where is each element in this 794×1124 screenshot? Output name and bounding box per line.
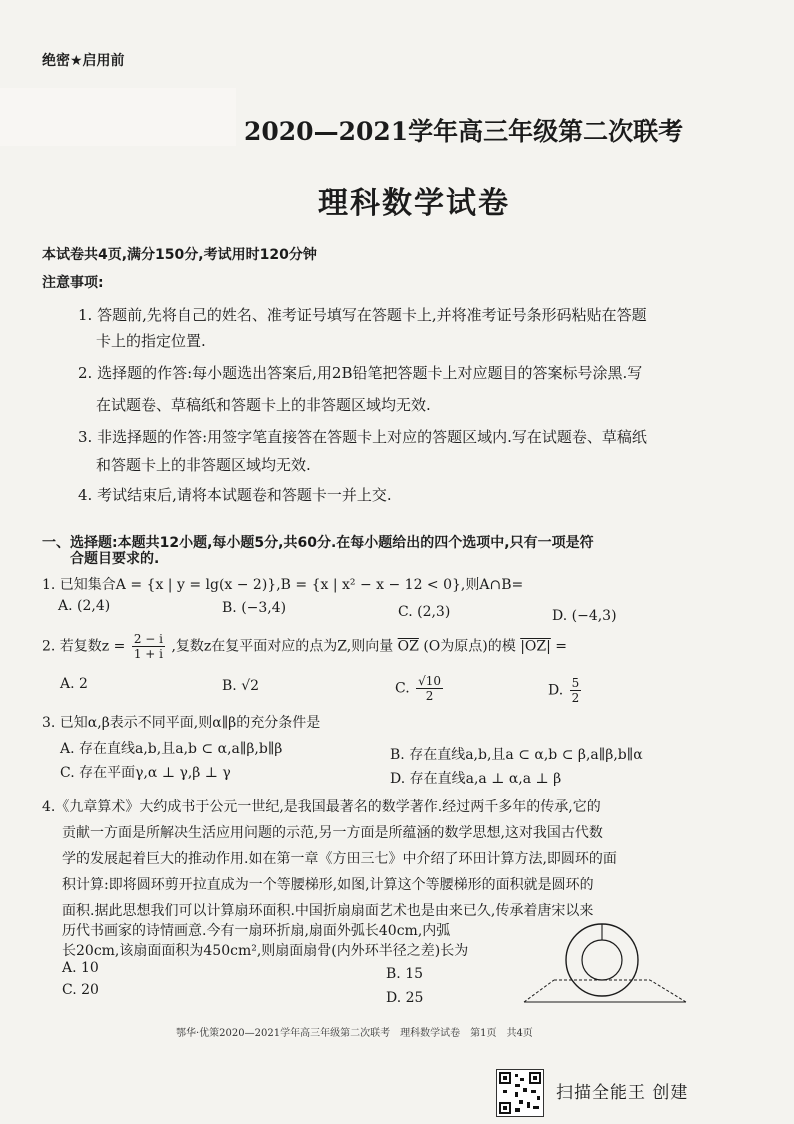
q2-stem-pre: 2. 若复数z = (42, 638, 126, 655)
q1-option-c: C. (2,3) (398, 604, 451, 620)
q3-option-a: A. 存在直线a,b,且a,b ⊂ α,a∥β,b∥β (60, 741, 283, 757)
note-2: 2. 选择题的作答:每小题选出答案后,用2B铅笔把答题卡上对应题目的答案标号涂黑.写 (78, 364, 643, 382)
q1-option-d: D. (−4,3) (552, 608, 617, 624)
note-3: 3. 非选择题的作答:用签字笔直接答在答题卡上对应的答题区域内.写在试题卷、草稿纸 (78, 428, 647, 446)
q4-option-c: C. 20 (62, 982, 99, 998)
q2-option-c-den: 2 (425, 689, 434, 703)
q3-stem: 3. 已知α,β表示不同平面,则α∥β的充分条件是 (42, 715, 321, 731)
q1-option-b: B. (−3,4) (222, 600, 287, 616)
q4-line-7: 长20cm,该扇面面积为450cm²,则扇面扇骨(内外环半径之差)长为 (62, 943, 469, 959)
section-heading-cont: 合题目要求的. (70, 551, 160, 567)
annulus-trapezoid-figure (520, 920, 690, 1010)
q2-option-b-value: √2 (241, 678, 260, 694)
q2-option-c-fraction (416, 674, 443, 703)
q2-option-d-fraction (570, 676, 582, 705)
q3-option-d: D. 存在直线a,a ⊥ α,a ⊥ β (390, 771, 562, 787)
q4-line-3: 学的发展起着巨大的推动作用.如在第一章《方田三七》中介绍了环田计算方法,即圆环的面 (62, 851, 617, 867)
note-2-cont: 在试题卷、草稿纸和答题卡上的非答题区域均无效. (96, 396, 431, 414)
q2-option-c (395, 674, 445, 703)
q2-vector-oz: $\overline{OZ}$ (397, 638, 419, 655)
note-4: 4. 考试结束后,请将本试题卷和答题卡一并上交. (78, 486, 392, 504)
q2-stem-post: (O为原点)的模 (423, 638, 516, 655)
subject-title: 理科数学试卷 (318, 186, 510, 221)
q2-option-d-num: 5 (571, 676, 580, 690)
redacted-area (0, 88, 236, 146)
q2-vector-modulus: |OZ| (520, 638, 551, 655)
q2-option-b-label: B. (222, 678, 237, 694)
q4-line-5: 面积.据此思想我们可以计算扇环面积.中国折扇扇面艺术也是由来已久,传承着唐宋以来 (62, 903, 594, 919)
q2-option-c-label: C. (395, 680, 410, 697)
q3-option-c: C. 存在平面γ,α ⊥ γ,β ⊥ γ (60, 765, 231, 781)
q4-line-2: 贡献一方面是所解决生活应用问题的示范,另一方面是所蕴涵的数学思想,这对我国古代数 (62, 825, 603, 841)
q2-option-d (548, 676, 583, 705)
q1-option-a: A. (2,4) (58, 598, 111, 614)
scanner-watermark: 扫描全能王 创建 (556, 1083, 689, 1103)
note-3-cont: 和答题卡上的非答题区域均无效. (96, 456, 311, 474)
q4-line-4: 积计算:即将圆环剪开拉直成为一个等腰梯形,如图,计算这个等腰梯形的面积就是圆环的 (62, 877, 594, 893)
q4-option-a: A. 10 (62, 960, 99, 976)
q2-option-a: A. 2 (60, 676, 88, 692)
qr-code-icon (496, 1069, 544, 1117)
trapezoid-right-leg (650, 980, 686, 1002)
q2-stem-mid: ,复数z在复平面对应的点为Z,则向量 (171, 638, 394, 655)
q2-option-d-den: 2 (571, 691, 580, 705)
q2-option-c-num: √10 (418, 674, 442, 688)
q4-option-d: D. 25 (386, 990, 424, 1006)
q4-line-1: 4.《九章算术》大约成书于公元一世纪,是我国最著名的数学著作.经过两千多年的传承,它的 (42, 799, 601, 815)
page-footer: 鄂华·优策2020—2021学年高三年级第二次联考 理科数学试卷 第1页 共4页 (176, 1028, 533, 1039)
note-1-cont: 卡上的指定位置. (96, 332, 206, 350)
inner-circle (582, 940, 622, 980)
q1-stem: 1. 已知集合A = {x | y = lg(x − 2)},B = {x | x² − x − 12 < 0},则A∩B= (42, 577, 524, 593)
section-heading: 一、选择题:本题共12小题,每小题5分,共60分.在每小题给出的四个选项中,只有一项是符 (42, 535, 594, 551)
confidential-label: 绝密★启用前 (42, 53, 125, 69)
q4-line-6: 历代书画家的诗情画意.今有一扇环折扇,扇面外弧长40cm,内弧 (62, 923, 451, 939)
q2-stem-end: = (555, 638, 568, 655)
trapezoid-left-leg (524, 980, 554, 1002)
exam-title: 2020—2021学年高三年级第二次联考 (244, 117, 684, 146)
notes-label: 注意事项: (42, 275, 104, 291)
q4-option-b: B. 15 (386, 966, 424, 982)
q3-option-b: B. 存在直线a,b,且a ⊂ α,b ⊂ β,a∥β,b∥α (390, 747, 643, 763)
note-1: 1. 答题前,先将自己的姓名、准考证号填写在答题卡上,并将准考证号条形码粘贴在答题 (78, 306, 647, 324)
q2-frac-den: 1 + i (133, 647, 163, 661)
q2-option-d-label: D. (548, 682, 564, 699)
q2-stem (42, 632, 567, 661)
q2-frac-num: 2 − i (133, 632, 163, 646)
q2-option-b (222, 678, 259, 694)
q2-fraction (132, 632, 165, 661)
exam-info: 本试卷共4页,满分150分,考试用时120分钟 (42, 247, 317, 263)
